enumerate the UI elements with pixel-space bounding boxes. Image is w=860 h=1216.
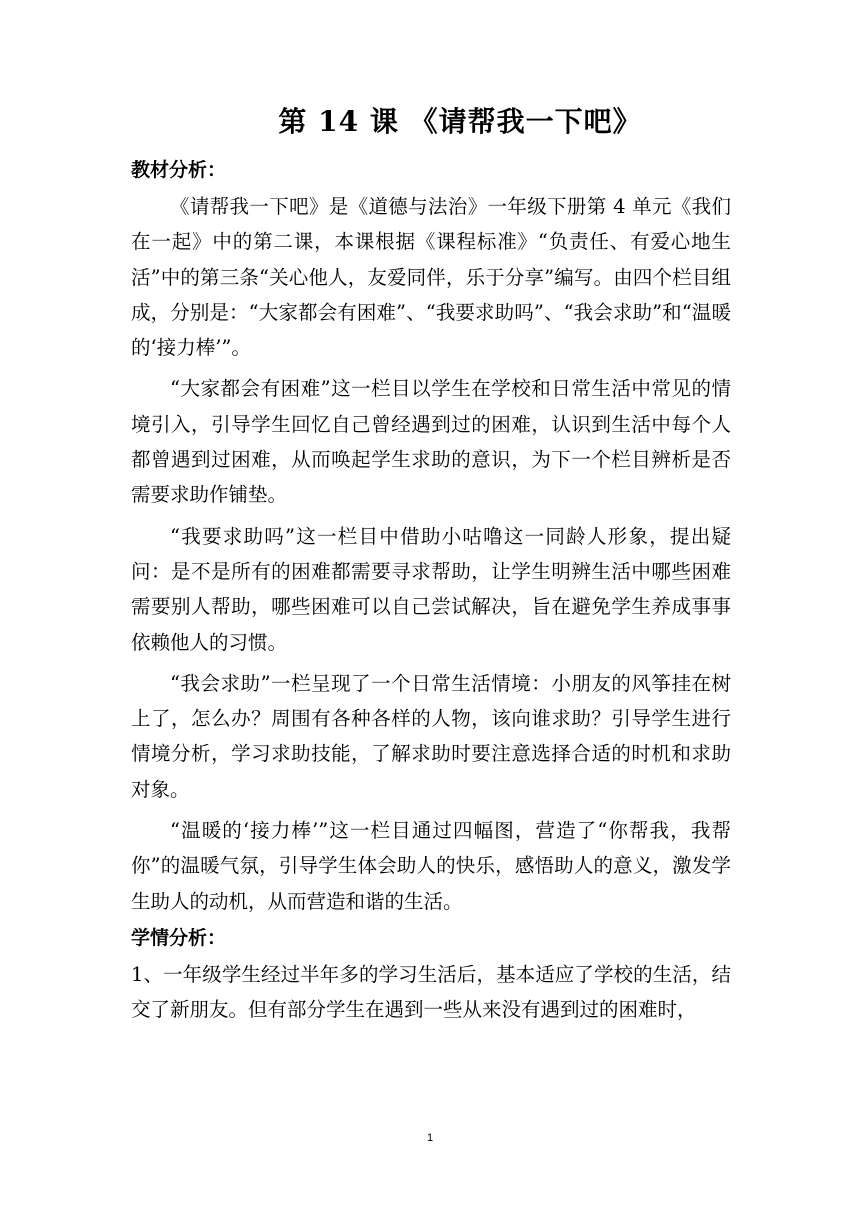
section-heading-textbook-analysis: 教材分析： (131, 159, 227, 181)
lesson-title: 第 14 课 《请帮我一下吧》 (278, 105, 642, 138)
paragraph: 1、一年级学生经过半年多的学习生活后，基本适应了学校的生活，结交了新朋友。但有部分学生在遇到一些从来没有遇到过的困难时， (131, 962, 731, 1022)
section-heading-student-analysis: 学情分析： (131, 926, 227, 949)
paragraph: “我会求助”一栏呈现了一个日常生活情境：小朋友的风筝挂在树上了，怎么办？周围有各种各样的人物，该向谁求助？引导学生进行情境分析，学习求助技能，了解求助时要注意选择合适的时机和求助对象。 (131, 671, 731, 801)
paragraph: 《请帮我一下吧》是《道德与法治》一年级下册第 4 单元《我们在一起》中的第二课，本课根据《课程标准》“负责任、有爱心地生活”中的第三条“关心他人，友爱同伴，乐于分享”编写。由四个栏目组成，分别是：“大家都会有困难”、“我要求助吗”、“我会求助”和“温暖的‘接力棒’”。 (131, 195, 731, 360)
paragraph: “温暖的‘接力棒’”这一栏目通过四幅图，营造了“你帮我，我帮你”的温暖气氛，引导学生体会助人的快乐，感悟助人的意义，激发学生助人的动机，从而营造和谐的生活。 (131, 819, 731, 913)
paragraph: “我要求助吗”这一栏目中借助小咕噜这一同龄人形象，提出疑问：是不是所有的困难都需要寻求帮助，让学生明辨生活中哪些困难需要别人帮助，哪些困难可以自己尝试解决，旨在避免学生养成事事依赖他人的习惯。 (131, 524, 731, 654)
paragraph: “大家都会有困难”这一栏目以学生在学校和日常生活中常见的情境引入，引导学生回忆自己曾经遇到过的困难，认识到生活中每个人都曾遇到过困难，从而唤起学生求助的意识，为下一个栏目辨析是否需要求助作铺垫。 (131, 377, 731, 507)
document-body (131, 151, 731, 1028)
page-number: 1 (426, 1132, 434, 1144)
